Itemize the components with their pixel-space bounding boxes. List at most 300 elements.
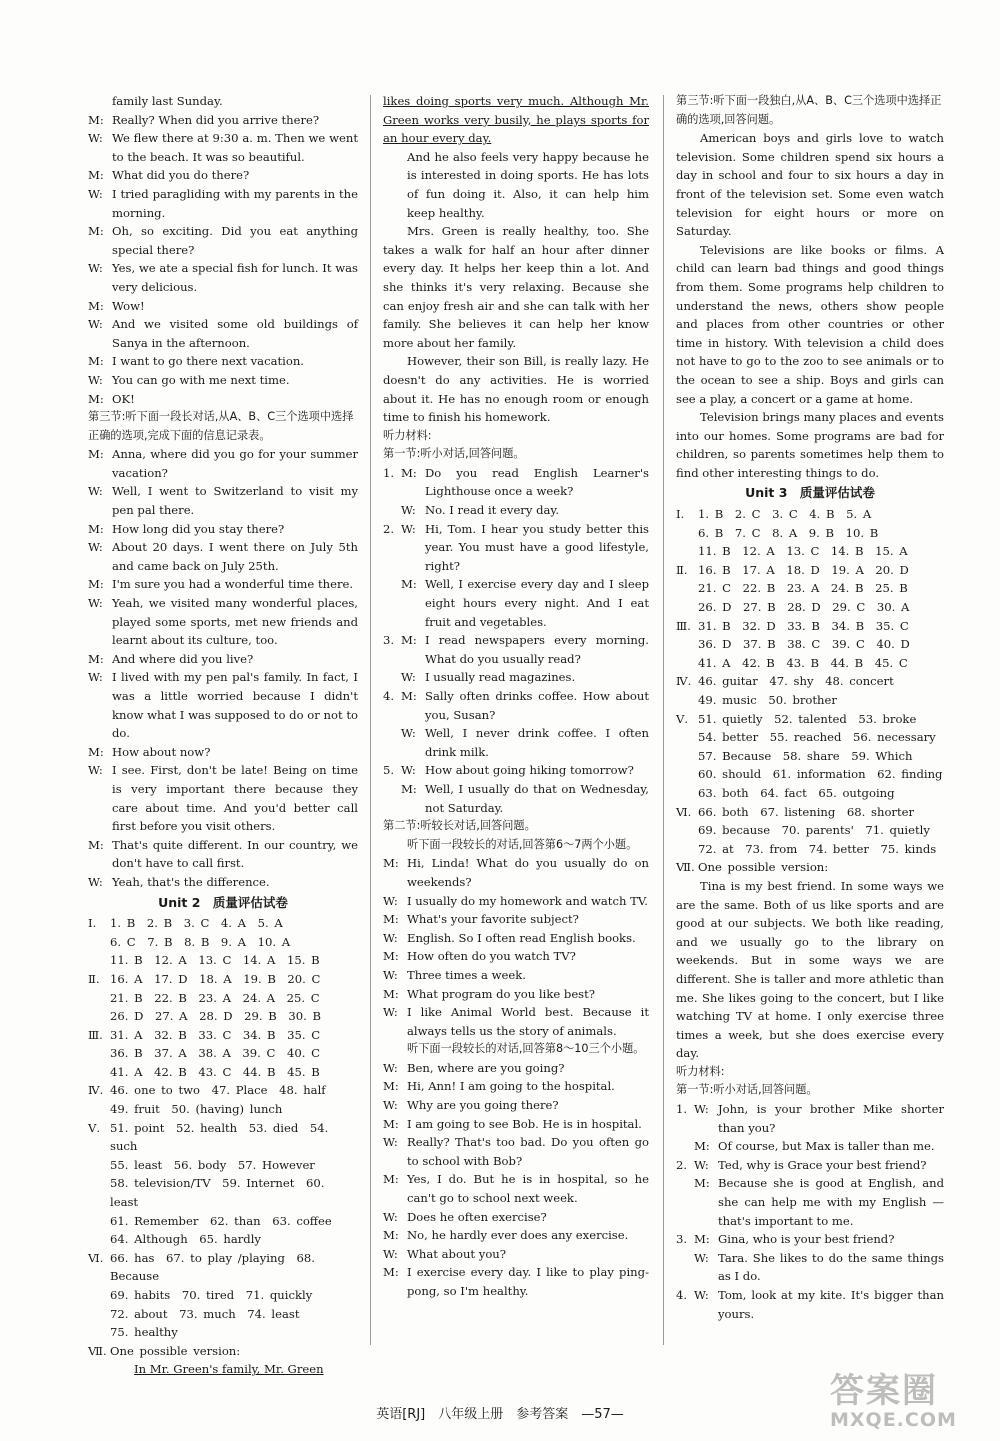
dialogue-line <box>88 482 358 519</box>
answer-row <box>676 654 944 673</box>
dialogue-text: That's quite different. In our country, we don't have to call first. <box>112 837 358 871</box>
dialogue-text: How about now? <box>112 744 211 759</box>
roman-numeral <box>676 840 698 859</box>
question-number: 4. <box>676 1288 688 1302</box>
speaker-label: W: <box>383 1246 398 1261</box>
paragraph: American boys and girls love to watch television. Some children spend six hours a day in school and four to six hours a day in front of the television set. Some even watch television for eight hours or more on Saturday. <box>676 131 944 239</box>
speaker-label: M: <box>383 1116 399 1131</box>
answer-items: 64. Although 65. hardly <box>110 1232 261 1247</box>
dialogue-line <box>88 185 358 222</box>
watermark-text: 答案圈 <box>830 1371 938 1411</box>
answer-items: One possible version: <box>698 860 829 875</box>
dialogue-text: What did you do there? <box>112 168 250 183</box>
underlined-text: likes doing sports very much. Although Mr. Green works very busily, he plays sports for an hour every day. <box>383 94 649 146</box>
dialogue-line <box>383 780 649 817</box>
section-heading: 第三节:听下面一段独白,从A、B、C三个选项中选择正确的选项,回答问题。 <box>676 94 942 126</box>
dialogue-line <box>383 1208 649 1227</box>
dialogue-text: Oh, so exciting. Did you eat anything special there? <box>112 224 358 257</box>
question-number: 1. <box>676 1102 688 1117</box>
roman-numeral <box>88 1044 110 1063</box>
answer-row <box>88 1100 358 1119</box>
section-heading: 听力材料: <box>676 1064 725 1078</box>
roman-numeral <box>676 747 698 766</box>
roman-numeral <box>676 579 698 598</box>
roman-numeral <box>88 1100 110 1119</box>
answer-items: 69. habits 70. tired 71. quickly <box>110 1288 313 1302</box>
numbered-dialogue-line <box>383 520 649 576</box>
roman-numeral: Ⅵ. <box>676 804 692 819</box>
dialogue-line <box>383 724 649 761</box>
dialogue-line <box>383 1059 649 1078</box>
dialogue-text: Because she is good at English, and she can help me with my English — that's important to me. <box>718 1176 944 1228</box>
numbered-dialogue-line <box>676 1230 944 1249</box>
speaker-label: W: <box>383 1098 398 1113</box>
roman-numeral <box>676 542 698 561</box>
dialogue-line <box>88 352 358 371</box>
column-left <box>88 92 358 1379</box>
answer-items: 16. B 17. A 18. D 19. A 20. D <box>698 562 909 577</box>
dialogue-text: I read newspapers every morning. What do you usually read? <box>425 633 649 666</box>
answer-items: 51. quietly 52. talented 53. broke <box>698 711 917 726</box>
numbered-dialogue-line <box>676 1286 944 1323</box>
speaker-label: M: <box>383 986 399 1001</box>
dialogue-text: And where did you live? <box>112 651 254 666</box>
speaker-label: M: <box>88 168 104 183</box>
dialogue-line <box>88 594 358 650</box>
answer-row <box>88 1249 358 1286</box>
answer-row <box>88 1174 358 1211</box>
dialogue-line <box>383 929 649 948</box>
answer-row <box>676 691 944 710</box>
dialogue-text: Gina, who is your best friend? <box>718 1232 895 1247</box>
section-heading: 第一节:听小对话,回答问题。 <box>383 447 525 461</box>
speaker-label: W: <box>383 1005 398 1020</box>
answer-row <box>676 840 944 859</box>
answer-row <box>676 672 944 691</box>
answer-items: 66. has 67. to play /playing 68. Because <box>110 1250 315 1284</box>
dialogue-text: Ted, why is Grace your best friend? <box>718 1157 927 1172</box>
answer-items: 54. better 55. reached 56. necessary <box>698 730 936 745</box>
section-instruction: 听下面一段较长的对话,回答第6～7两个小题。 <box>407 837 638 851</box>
dialogue-line <box>383 985 649 1004</box>
speaker-label: M: <box>88 354 104 369</box>
speaker-label: M: <box>694 1232 710 1247</box>
roman-numeral: Ⅱ. <box>676 562 688 577</box>
dialogue-text: Wow! <box>112 298 145 313</box>
answer-items: 36. B 37. A 38. A 39. C 40. C <box>110 1046 320 1061</box>
answer-row <box>676 561 944 580</box>
roman-numeral <box>676 728 698 747</box>
numbered-dialogue-line <box>676 1156 944 1175</box>
speaker-label: W: <box>694 1102 709 1117</box>
answer-items: 26. D 27. B 28. D 29. C 30. A <box>698 600 910 615</box>
answer-row <box>676 765 944 784</box>
roman-numeral <box>676 784 698 803</box>
speaker-label: M: <box>401 577 417 592</box>
answer-items: 21. C 22. B 23. A 24. B 25. B <box>698 581 908 596</box>
dialogue-text: Yes, we ate a special fish for lunch. It was very delicious. <box>112 261 358 294</box>
answer-items: 31. A 32. B 33. C 34. B 35. C <box>110 1027 321 1042</box>
answer-items: 51. point 52. health 53. died 54. such <box>110 1120 329 1154</box>
speaker-label: M: <box>88 651 104 666</box>
answer-row <box>88 951 358 970</box>
speaker-label: W: <box>88 261 103 276</box>
dialogue-line <box>88 575 358 594</box>
text-line: family last Sunday. <box>112 94 223 108</box>
dialogue-text: I tried paragliding with my parents in the morning. <box>112 186 358 220</box>
dialogue-text: Tom, look at my kite. It's bigger than yours. <box>718 1288 944 1321</box>
roman-numeral <box>676 635 698 654</box>
question-number: 5. <box>383 763 395 778</box>
roman-numeral: Ⅰ. <box>88 916 97 931</box>
dialogue-text: About 20 days. I went there on July 5th and came back on July 25th. <box>112 540 358 573</box>
question-number: 2. <box>676 1157 688 1172</box>
roman-numeral <box>88 989 110 1008</box>
dialogue-text: I am going to see Bob. He is in hospital. <box>407 1116 642 1131</box>
dialogue-text: Anna, where did you go for your summer vacation? <box>112 447 358 480</box>
dialogue-text: I'm sure you had a wonderful time there. <box>112 577 354 592</box>
answer-items: 26. D 27. A 28. D 29. B 30. B <box>110 1009 321 1024</box>
roman-numeral: Ⅰ. <box>676 507 685 522</box>
section-heading: 第三节:听下面一段长对话,从A、B、C三个选项中选择正确的选项,完成下面的信息记录表。 <box>88 410 354 442</box>
speaker-label: M: <box>88 837 104 852</box>
answer-row <box>676 635 944 654</box>
dialogue-text: Why are you going there? <box>407 1098 559 1113</box>
roman-numeral <box>88 951 110 970</box>
speaker-label: W: <box>401 763 416 778</box>
dialogue-line <box>383 668 649 687</box>
answer-items: One possible version: <box>110 1343 241 1358</box>
answer-items: 1. B 2. B 3. C 4. A 5. A <box>110 916 283 931</box>
answer-row <box>676 542 944 561</box>
speaker-label: M: <box>88 744 104 759</box>
answer-row <box>88 1323 358 1342</box>
answer-items: 16. A 17. D 18. A 19. B 20. C <box>110 971 321 986</box>
dialogue-text: Really? When did you arrive there? <box>112 112 320 127</box>
dialogue-line <box>88 129 358 166</box>
answer-items: 49. fruit 50. (having) lunch <box>110 1102 283 1117</box>
speaker-label: W: <box>88 540 103 555</box>
paragraph: Tina is my best friend. In some ways we are the same. Both of us like sports and are good at our subjects. We both like reading, and we usually go to the library on weekends. But in some ways we are different. She is taller and more athletic than me. She likes going to the concert, but I like watching TV at home. I only exercise three times a week, but she does exercise every day. <box>676 878 944 1061</box>
dialogue-line <box>88 371 358 390</box>
answer-items: 6. C 7. B 8. B 9. A 10. A <box>110 934 291 949</box>
speaker-label: M: <box>88 577 104 592</box>
roman-numeral <box>88 1156 110 1175</box>
speaker-label: M: <box>383 1079 399 1094</box>
watermark-logo <box>830 1372 990 1434</box>
dialogue-text: English. So I often read English books. <box>407 930 636 945</box>
dialogue-text: Well, I usually do that on Wednesday, not Saturday. <box>425 781 649 815</box>
roman-numeral: Ⅲ. <box>676 618 691 633</box>
answer-row <box>676 784 944 803</box>
speaker-label: W: <box>88 317 103 332</box>
dialogue-line <box>88 222 358 259</box>
paragraph: Televisions are like books or films. A child can learn bad things and good things from them. Some programs help children to understand the news, others show people and places from other countries or other time in history. With television a child does not have to go to the zoo to see animals or to the ocean to see a ship. Boys and girls can see a play, a concert or a game at home. <box>676 242 944 406</box>
dialogue-text: I like Animal World best. Because it always tells us the story of animals. <box>407 1005 649 1038</box>
dialogue-line <box>676 1174 944 1230</box>
speaker-label: M: <box>88 224 104 239</box>
dialogue-text: What program do you like best? <box>407 986 596 1001</box>
dialogue-text: Yes, I do. But he is in hospital, so he can't go to school next week. <box>407 1172 649 1206</box>
dialogue-line <box>383 1170 649 1207</box>
dialogue-line <box>88 836 358 873</box>
answer-items: 63. both 64. fact 65. outgoing <box>698 785 895 800</box>
answer-items: 6. B 7. C 8. A 9. B 10. B <box>698 525 879 540</box>
speaker-label: W: <box>383 1135 398 1150</box>
speaker-label: W: <box>88 484 103 499</box>
dialogue-text: I usually read magazines. <box>425 670 576 685</box>
dialogue-text: OK! <box>112 391 135 406</box>
roman-numeral <box>676 524 698 543</box>
answer-items: 11. B 12. A 13. C 14. A 15. B <box>110 953 320 968</box>
dialogue-line <box>676 1137 944 1156</box>
section-heading: 听力材料: <box>383 428 432 442</box>
dialogue-line <box>88 297 358 316</box>
dialogue-text: Hi, Linda! What do you usually do on weekends? <box>407 856 649 889</box>
column-right <box>676 92 944 1323</box>
dialogue-line <box>383 1096 649 1115</box>
roman-numeral <box>88 1286 110 1305</box>
speaker-label: M: <box>88 521 104 536</box>
speaker-label: M: <box>88 447 104 462</box>
speaker-label: W: <box>88 131 103 146</box>
answer-row <box>676 505 944 524</box>
dialogue-line <box>676 1249 944 1286</box>
dialogue-line <box>88 166 358 185</box>
roman-numeral: Ⅴ. <box>88 1120 101 1135</box>
answer-items: 31. B 32. D 33. B 34. B 35. C <box>698 618 909 633</box>
speaker-label: M: <box>383 912 399 927</box>
answer-items: 1. B 2. C 3. C 4. B 5. A <box>698 507 872 522</box>
dialogue-text: I lived with my pen pal's family. In fact, I was a little worried because I didn't know what I was supposed to do or not to do. <box>112 670 358 741</box>
dialogue-text: No, he hardly ever does any exercise. <box>407 1228 629 1243</box>
dialogue-line <box>383 854 649 891</box>
roman-numeral <box>88 933 110 952</box>
answer-row <box>676 524 944 543</box>
dialogue-line <box>383 575 649 631</box>
dialogue-line <box>88 315 358 352</box>
roman-numeral <box>88 1212 110 1231</box>
speaker-label: W: <box>88 596 103 611</box>
dialogue-line <box>383 947 649 966</box>
speaker-label: W: <box>88 670 103 685</box>
speaker-label: W: <box>401 503 416 518</box>
roman-numeral <box>676 691 698 710</box>
speaker-label: W: <box>694 1157 709 1172</box>
answer-row <box>88 1044 358 1063</box>
dialogue-text: I see. First, don't be late! Being on time is very important there because they care about time. And you'd better call first before you visit others. <box>112 763 358 834</box>
dialogue-line <box>88 390 358 409</box>
column-divider-1 <box>370 95 371 1345</box>
answer-items: 46. guitar 47. shy 48. concert <box>698 674 894 689</box>
dialogue-line <box>88 111 358 130</box>
question-number: 3. <box>676 1232 688 1247</box>
roman-numeral <box>676 765 698 784</box>
answer-row <box>676 858 944 877</box>
numbered-dialogue-line <box>383 761 649 780</box>
roman-numeral: Ⅶ. <box>88 1343 107 1358</box>
dialogue-text: Well, I never drink coffee. I often drink milk. <box>425 726 649 759</box>
dialogue-line <box>383 1115 649 1134</box>
answer-row <box>676 803 944 822</box>
dialogue-text: How often do you watch TV? <box>407 949 576 964</box>
dialogue-line <box>383 1226 649 1245</box>
numbered-dialogue-line <box>383 687 649 724</box>
paragraph: Mrs. Green is really healthy, too. She takes a walk for half an hour after dinner every day. It helps her keep thin a lot. And she thinks it's very relaxing. Because she can enjoy fresh air and she can talk with her family. She believes it can help her know more about her family. <box>383 224 649 350</box>
speaker-label: M: <box>401 633 417 648</box>
roman-numeral <box>676 598 698 617</box>
question-number: 3. <box>383 633 395 648</box>
roman-numeral <box>676 654 698 673</box>
dialogue-line <box>88 445 358 482</box>
dialogue-line <box>88 743 358 762</box>
dialogue-line <box>88 873 358 892</box>
answer-items: 36. D 37. B 38. C 39. C 40. D <box>698 637 910 652</box>
question-number: 4. <box>383 689 395 703</box>
speaker-label: W: <box>88 874 103 889</box>
dialogue-text: How about going hiking tomorrow? <box>425 763 634 778</box>
numbered-dialogue-line <box>676 1100 944 1137</box>
dialogue-line <box>383 910 649 929</box>
answer-row <box>88 1342 358 1361</box>
answer-row <box>676 728 944 747</box>
answer-row <box>88 1119 358 1156</box>
unit-title: Unit 2 质量评估试卷 <box>158 894 288 910</box>
dialogue-text: Tara. She likes to do the same things as I do. <box>718 1250 944 1284</box>
numbered-dialogue-line <box>383 464 649 501</box>
section-heading: 第二节:听较长对话,回答问题。 <box>383 819 536 833</box>
dialogue-text: What about you? <box>407 1246 506 1261</box>
answer-items: 11. B 12. A 13. C 14. B 15. A <box>698 544 908 559</box>
roman-numeral: Ⅳ. <box>676 674 692 689</box>
speaker-label: M: <box>88 112 104 127</box>
answer-items: 72. at 73. from 74. better 75. kinds <box>698 841 937 856</box>
question-number: 2. <box>383 521 395 536</box>
dialogue-text: And we visited some old buildings of Sanya in the afternoon. <box>112 317 358 350</box>
dialogue-line <box>383 1245 649 1264</box>
dialogue-line <box>383 892 649 911</box>
question-number: 1. <box>383 465 395 480</box>
dialogue-text: What's your favorite subject? <box>407 912 579 927</box>
answer-row <box>676 821 944 840</box>
answer-items: 55. least 56. body 57. However <box>110 1157 315 1172</box>
dialogue-text: I exercise every day. I like to play ping-pong, so I'm healthy. <box>407 1265 649 1298</box>
dialogue-text: Really? That's too bad. Do you often go to school with Bob? <box>407 1135 649 1168</box>
dialogue-line <box>383 1003 649 1040</box>
underlined-text: In Mr. Green's family, Mr. Green <box>134 1362 324 1377</box>
dialogue-line <box>88 761 358 835</box>
speaker-label: W: <box>694 1250 709 1265</box>
speaker-label: W: <box>88 763 103 778</box>
roman-numeral: Ⅲ. <box>88 1027 103 1042</box>
roman-numeral: Ⅵ. <box>88 1250 104 1265</box>
speaker-label: W: <box>401 726 416 741</box>
answer-row <box>88 933 358 952</box>
speaker-label: M: <box>383 856 399 871</box>
dialogue-line <box>88 650 358 669</box>
section-heading: 第一节:听小对话,回答问题。 <box>676 1083 818 1097</box>
watermark-url: MXQE.COM <box>830 1409 957 1431</box>
answer-row <box>88 1212 358 1231</box>
column-middle <box>383 92 649 1301</box>
dialogue-text: Hi, Ann! I am going to the hospital. <box>407 1079 615 1094</box>
roman-numeral: Ⅳ. <box>88 1083 104 1098</box>
answer-row <box>676 617 944 636</box>
answer-row <box>88 1007 358 1026</box>
dialogue-text: John, is your brother Mike shorter than you? <box>718 1102 944 1135</box>
dialogue-text: Does he often exercise? <box>407 1209 547 1224</box>
dialogue-line <box>88 259 358 296</box>
answer-items: 60. should 61. information 62. finding <box>698 767 943 782</box>
speaker-label: W: <box>383 930 398 945</box>
dialogue-text: Yeah, we visited many wonderful places, played some sports, met new friends and learnt about its culture, too. <box>112 596 358 648</box>
dialogue-text: No. I read it every day. <box>425 503 560 518</box>
answer-row <box>88 970 358 989</box>
dialogue-text: You can go with me next time. <box>112 372 290 387</box>
roman-numeral: Ⅴ. <box>676 711 689 726</box>
dialogue-line <box>88 538 358 575</box>
speaker-label: W: <box>383 893 398 908</box>
answer-row <box>676 710 944 729</box>
speaker-label: M: <box>383 1172 399 1187</box>
speaker-label: M: <box>401 465 417 480</box>
answer-row <box>88 1305 358 1324</box>
speaker-label: M: <box>88 391 104 406</box>
dialogue-line <box>88 520 358 539</box>
paragraph: However, their son Bill, is really lazy. He doesn't do any activities. He is worried about it. He has no enough room or enough time to finish his homework. <box>383 354 649 425</box>
answer-row <box>88 1063 358 1082</box>
answer-row <box>676 598 944 617</box>
roman-numeral <box>88 1007 110 1026</box>
dialogue-text: I want to go there next vacation. <box>112 354 304 369</box>
speaker-label: M: <box>694 1176 710 1191</box>
answer-row <box>88 989 358 1008</box>
answer-items: 21. B 22. B 23. A 24. A 25. C <box>110 990 320 1005</box>
dialogue-text: Of course, but Max is taller than me. <box>718 1139 935 1154</box>
dialogue-text: Well, I went to Switzerland to visit my pen pal there. <box>112 484 358 518</box>
answer-items: 69. because 70. parents' 71. quietly <box>698 823 930 838</box>
roman-numeral <box>88 1305 110 1324</box>
numbered-dialogue-line <box>383 631 649 668</box>
answer-row <box>676 747 944 766</box>
answer-row <box>88 1156 358 1175</box>
dialogue-line <box>383 1077 649 1096</box>
speaker-label: M: <box>401 781 417 796</box>
speaker-label: M: <box>401 689 417 703</box>
answer-row <box>676 579 944 598</box>
answer-items: 57. Because 58. share 59. Which <box>698 748 913 763</box>
answer-row <box>88 1026 358 1045</box>
dialogue-text: Do you read English Learner's Lighthouse once a week? <box>425 465 649 499</box>
roman-numeral <box>88 1174 110 1211</box>
unit-title: Unit 3 质量评估试卷 <box>745 485 875 501</box>
dialogue-text: Sally often drinks coffee. How about you, Susan? <box>425 689 649 722</box>
speaker-label: W: <box>88 372 103 387</box>
speaker-label: M: <box>694 1139 710 1154</box>
speaker-label: W: <box>88 186 103 201</box>
answer-items: 72. about 73. much 74. least <box>110 1306 300 1321</box>
speaker-label: W: <box>383 1209 398 1224</box>
speaker-label: W: <box>401 521 416 536</box>
answer-row <box>88 914 358 933</box>
speaker-label: W: <box>383 967 398 982</box>
speaker-label: W: <box>401 670 416 685</box>
dialogue-text: We flew there at 9:30 a. m. Then we went to the beach. It was so beautiful. <box>112 131 358 164</box>
speaker-label: W: <box>694 1288 709 1302</box>
speaker-label: M: <box>88 298 104 313</box>
dialogue-line <box>88 668 358 742</box>
dialogue-text: How long did you stay there? <box>112 521 285 536</box>
